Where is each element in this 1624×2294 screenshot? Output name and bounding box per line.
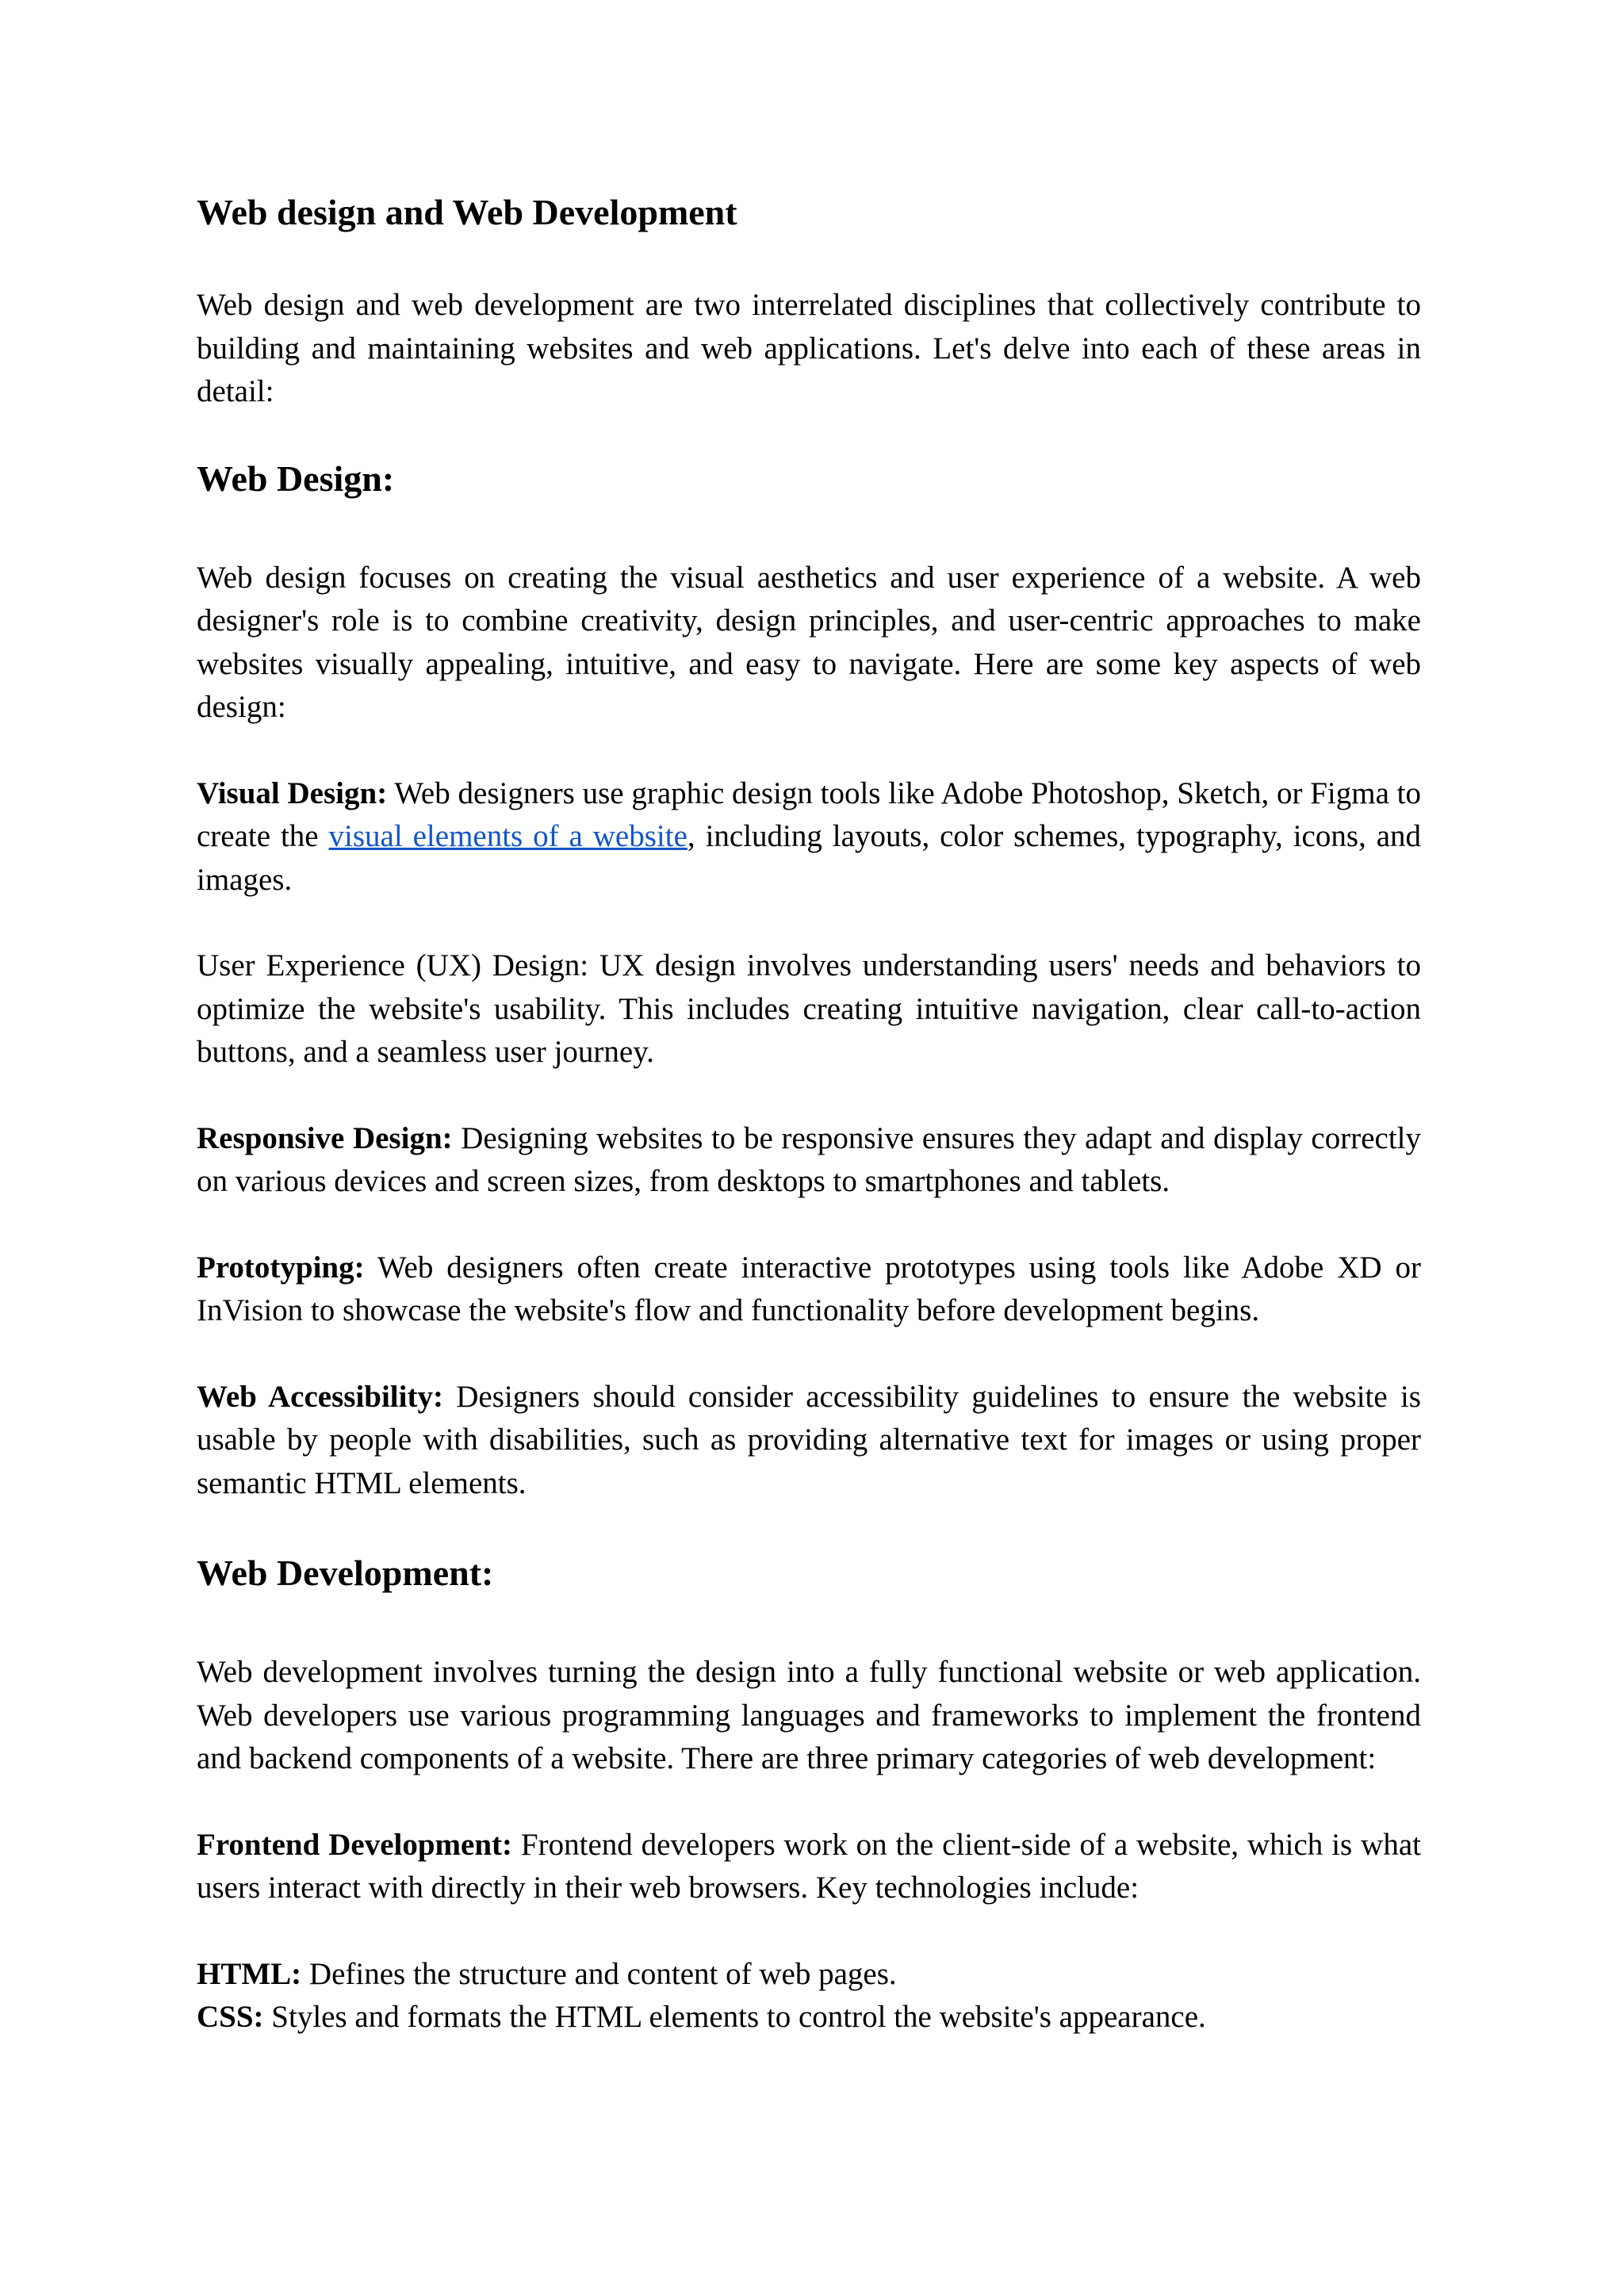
web-development-heading: Web Development: xyxy=(197,1553,494,1593)
html-item xyxy=(197,1953,1421,1997)
document-title: Web design and Web Development xyxy=(197,192,737,232)
frontend-development-paragraph xyxy=(197,1824,1421,1910)
responsive-design-lead: Responsive Design: xyxy=(197,1120,453,1155)
intro-paragraph: Web design and web development are two interrelated disciplines that collectively contribute to building and maintaining websites and web applications. Let's delve into each of these areas in detail: xyxy=(197,288,1421,408)
web-accessibility-text: Designers should consider accessibility guidelines to ensure the website is usable by people with disabilities, such as providing alternative text for images or using proper semantic HTML elements. xyxy=(197,1379,1421,1500)
prototyping-lead: Prototyping: xyxy=(197,1250,365,1285)
web-design-heading: Web Design: xyxy=(197,458,395,499)
ux-design-paragraph: User Experience (UX) Design: UX design involves understanding users' needs and behaviors to optimize the website's usability. This includes creating intuitive navigation, clear call-to-action buttons, and a seamless user journey. xyxy=(197,948,1421,1069)
prototyping-text: Web designers often create interactive prototypes using tools like Adobe XD or InVision to showcase the website's flow and functionality before development begins. xyxy=(197,1250,1421,1327)
visual-design-text-before: Web designers use graphic design tools like Adobe Photoshop, Sketch, or Figma to create the xyxy=(197,776,1421,853)
document-page xyxy=(197,190,1421,2039)
web-accessibility-paragraph xyxy=(197,1376,1421,1506)
html-lead: HTML: xyxy=(197,1956,302,1991)
html-text: Defines the structure and content of web pages. xyxy=(301,1956,897,1991)
responsive-design-text: Designing websites to be responsive ensures they adapt and display correctly on various devices and screen sizes, from desktops to smartphones and tablets. xyxy=(197,1120,1421,1198)
css-lead: CSS: xyxy=(197,2000,264,2034)
visual-design-lead: Visual Design: xyxy=(197,776,388,810)
prototyping-paragraph xyxy=(197,1247,1421,1333)
frontend-development-text: Frontend developers work on the client-side of a website, which is what users interact with directly in their web browsers. Key technologies include: xyxy=(197,1827,1421,1905)
frontend-development-lead: Frontend Development: xyxy=(197,1827,512,1862)
responsive-design-paragraph xyxy=(197,1117,1421,1204)
css-item xyxy=(197,1996,1421,2039)
css-text: Styles and formats the HTML elements to control the website's appearance. xyxy=(263,2000,1206,2034)
web-development-intro-paragraph: Web development involves turning the design into a fully functional website or web application. Web developers use various programming languages and frameworks to implement the frontend and backend components of a website. There are three primary categories of web development: xyxy=(197,1655,1421,1775)
web-accessibility-lead: Web Accessibility: xyxy=(197,1379,443,1414)
visual-design-paragraph xyxy=(197,772,1421,902)
web-design-intro-paragraph: Web design focuses on creating the visual aesthetics and user experience of a website. A web designer's role is to combine creativity, design principles, and user-centric approaches to make websites visually appealing, intuitive, and easy to navigate. Here are some key aspects of web design: xyxy=(197,560,1421,724)
visual-design-text-after: , including layouts, color schemes, typography, icons, and images. xyxy=(197,819,1422,897)
visual-elements-link[interactable]: visual elements of a website xyxy=(328,819,688,853)
